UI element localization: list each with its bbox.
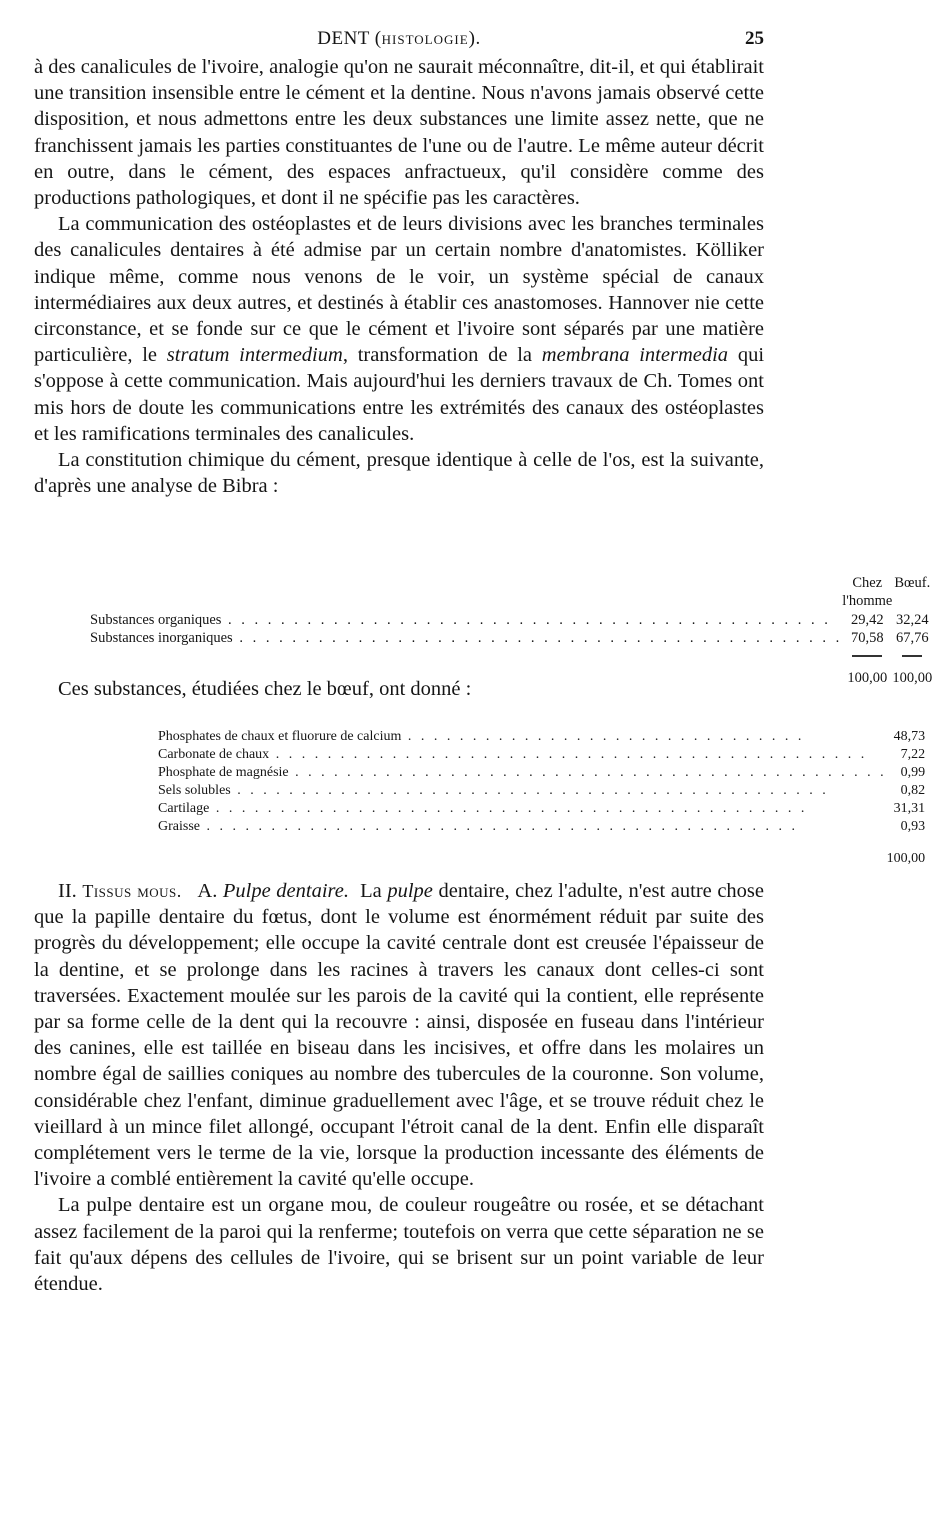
table1-row-label: Substances inorganiques: [90, 630, 233, 646]
table1-cell: 70,58: [850, 630, 884, 646]
table2-row-label: Carbonate de chaux: [158, 747, 270, 762]
paragraph-5-italic: pulpe: [387, 880, 433, 902]
table-row: [158, 764, 925, 782]
composition-table-1: [90, 574, 932, 687]
table2-total-row: [158, 836, 925, 868]
table-row: [158, 728, 925, 746]
table2-cell: 7,22: [900, 747, 926, 762]
page: [34, 28, 932, 1296]
dot-leaders: . . . . . . . . . . . . . . . . . . . . . . . . . . . . . . .: [401, 729, 805, 744]
table2-row-label: Phosphate de magnésie: [158, 765, 289, 780]
composition-table-2: [158, 728, 925, 868]
table2-row-label: Graisse: [158, 819, 200, 834]
paragraph-2-text-b: , transformation de la: [342, 344, 533, 367]
paragraph-4: Ces substances, étudiées chez le bœuf, ont donné :: [58, 678, 472, 700]
dot-leaders: . . . . . . . . . . . . . . . . . . . . . . . . . . . . . . . . . . . . . . . . . . . . . .: [269, 747, 868, 762]
paragraph-2-italic-a: stratum intermedium: [166, 344, 343, 367]
table2-total: 100,00: [886, 851, 926, 866]
paragraph-1: à des canalicules de l'ivoire, analogie qu'on ne saurait méconnaître, dit-il, et qui établirait une transition insensible entre le cément et la dentine. Nous n'avons jamais observé cette disposition, et nous admettons entre les deux substances une limite assez nette, que ne franchissent jamais les parties constituantes de l'une ou de l'autre. Le même auteur décrit en outre, dans le cément, des espaces anfractueux, qu'il considère comme des productions pathologiques, et dont il ne spécifie pas les caractères.: [34, 56, 764, 210]
paragraph-2: [34, 211, 764, 447]
table1-col-header: Chez l'homme: [842, 575, 893, 609]
dot-leaders: . . . . . . . . . . . . . . . . . . . . . . . . . . . . . . . . . . . . . . . . . . . . . .: [230, 783, 829, 798]
dot-leaders: . . . . . . . . . . . . . . . . . . . . . . . . . . . . . . . . . . . . . . . . . . . . . .: [221, 612, 831, 628]
paragraph-5-body: dentaire, chez l'adulte, n'est autre chose que la papille dentaire du fœtus, dont le volume est énormément réduit par suite des progrès du développement; elle occupe la cavité centrale dont est creusée l'épaisseur de la dentine, et se prolonge dans les racines à travers les canaux dont celles-ci sont traversées. Exactement moulée sur les parois de la cavité qui la contient, elle représente par sa forme celle de la dent qui la recouvre : ainsi, disposée en fuseau dans l'intérieur des canines, elle est taillée en biseau dans les incisives, et offre dans les molaires un nombre égal de saillies coniques au nombre des tubercules de la couronne. Son volume, considérable chez l'enfant, diminue graduellement avec l'âge, et se trouve réduit chez le vieillard à un mince filet allongé, occupant l'étroit canal de la dent. Enfin elle disparaît complétement vers le terme de la vie, lorsque la production incessante des éléments de l'ivoire a comblé entièrement la cavité qu'elle occupe.: [34, 880, 765, 1191]
subsection-title: Pulpe dentaire.: [222, 880, 349, 902]
dot-leaders: . . . . . . . . . . . . . . . . . . . . . . . . . . . . . . . . . . . . . . . . . . . . . .: [232, 630, 843, 646]
header-title-main: DENT (: [317, 28, 382, 49]
section-2: [34, 878, 764, 1297]
section-heading-title: Tissus mous.: [82, 881, 182, 901]
table-row: [90, 629, 932, 647]
table1-sum-rule: [90, 647, 932, 657]
table-row: [158, 782, 925, 800]
dot-leaders: . . . . . . . . . . . . . . . . . . . . . . . . . . . . . . . . . . . . . . . . . . . . . .: [288, 765, 887, 780]
page-number: 25: [745, 28, 764, 49]
table2-cell: 31,31: [893, 801, 926, 816]
paragraph-2-italic-b: membrana intermedia: [541, 344, 729, 367]
section-heading-num: II.: [58, 880, 77, 902]
table2-row-label: Cartilage: [158, 801, 210, 816]
subsection-letter: A.: [197, 880, 218, 902]
table1-cell: 29,42: [850, 612, 884, 628]
table1-total: 100,00: [892, 670, 932, 686]
table2-cell: 0,99: [900, 765, 926, 780]
paragraph-5-text-start: La: [360, 880, 382, 902]
table2-cell: 0,82: [900, 783, 926, 798]
table2-row-label: Sels solubles: [158, 783, 231, 798]
header-title-end: ).: [468, 28, 481, 49]
table-row: [158, 818, 925, 836]
table-row: [158, 800, 925, 818]
table1-cell: 32,24: [895, 612, 929, 628]
table-row: [158, 746, 925, 764]
running-header: [34, 28, 764, 54]
table2-row-label: Phosphates de chaux et fluorure de calcium: [158, 729, 402, 744]
table1-col-header: Bœuf.: [894, 575, 931, 591]
dot-leaders: . . . . . . . . . . . . . . . . . . . . . . . . . . . . . . . . . . . . . . . . . . . . . .: [200, 819, 798, 834]
table1-cell: 67,76: [895, 630, 929, 646]
table1-row-label: Substances organiques: [90, 612, 222, 628]
header-title-small: HISTOLOGIE: [381, 32, 469, 47]
paragraph-5: [34, 878, 764, 1192]
header-title: [34, 28, 764, 50]
table2-cell: 0,93: [900, 819, 926, 834]
paragraph-6: La pulpe dentaire est un organe mou, de couleur rougeâtre ou rosée, et se détachant assez facilement de la paroi qui la renferme; toutefois on verra que cette séparation ne se fait qu'aux dépens des cellules de l'ivoire, qui se brisent sur un point variable de leur étendue.: [34, 1194, 764, 1296]
paragraph-2-text-c: qui s'oppose à cette communication. Mais aujourd'hui les derniers travaux de Ch. Tomes ont mis hors de doute les communications entre les extrémités des canaux des ostéoplastes et les ramifications terminales des canalicules.: [34, 344, 765, 445]
paragraph-2-text-a: La communication des ostéoplastes et de leurs divisions avec les branches terminales des canalicules dentaires à été admise par un certain nombre d'anatomistes. Kölliker indique même, comme nous venons de le voir, un système spécial de canaux intermédiaires aux deux autres, et destinés à établir ces anastomoses. Hannover nie cette circonstance, et se fonde sur ce que le cément et l'ivoire sont séparés par une matière particulière, le: [34, 213, 764, 367]
paragraph-3: La constitution chimique du cément, presque identique à celle de l'os, est la suivante, d'après une analyse de Bibra :: [34, 449, 764, 498]
table2-cell: 48,73: [893, 729, 926, 744]
dot-leaders: . . . . . . . . . . . . . . . . . . . . . . . . . . . . . . . . . . . . . . . . . . . . . .: [209, 801, 808, 816]
table-row: [90, 611, 932, 629]
table1-total: 100,00: [847, 670, 888, 686]
table1-header-row: [90, 574, 932, 611]
